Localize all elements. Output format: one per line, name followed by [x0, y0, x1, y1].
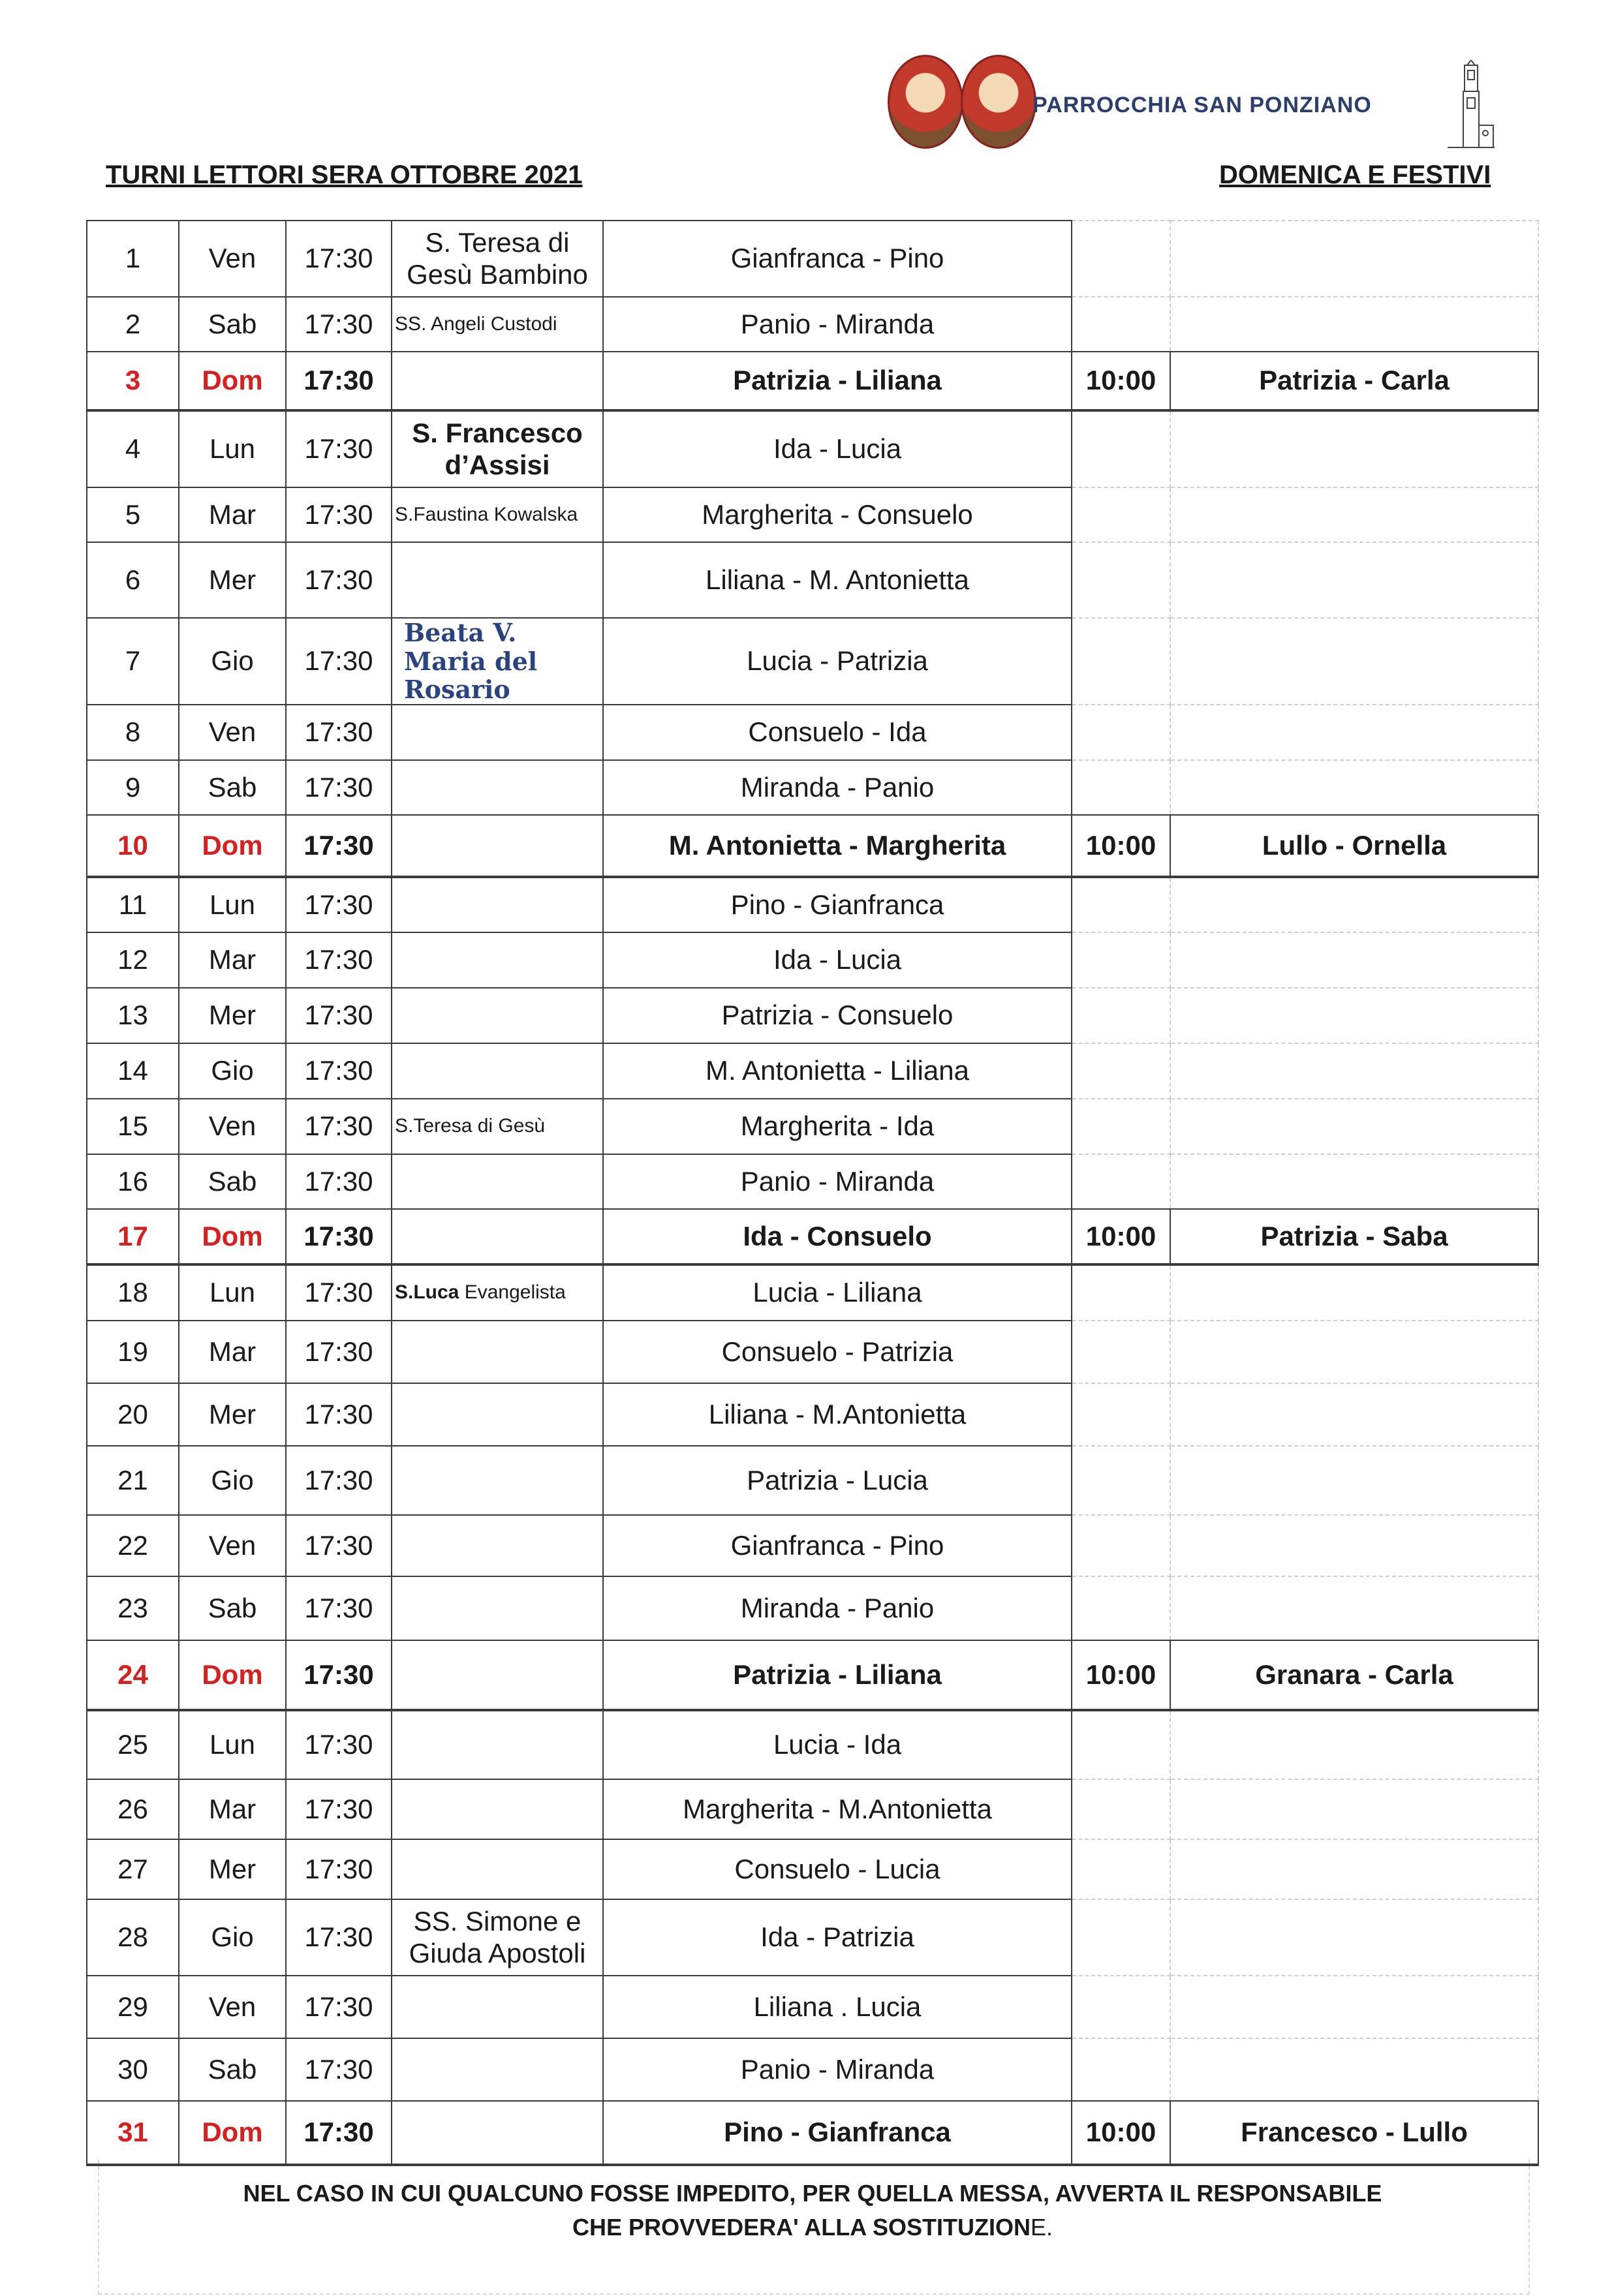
table-row	[87, 1264, 1538, 1321]
mass-time: 17:30	[286, 352, 392, 410]
festive-readers	[1170, 221, 1538, 297]
weekday: Mar	[179, 932, 286, 988]
festive-mass-time	[1072, 297, 1170, 352]
festive-readers	[1170, 410, 1538, 487]
mass-time: 17:30	[286, 1264, 392, 1321]
evening-readers: Margherita - Ida	[603, 1099, 1072, 1154]
weekday: Mar	[179, 487, 286, 542]
festive-mass-time	[1072, 988, 1170, 1043]
weekday: Ven	[179, 1099, 286, 1154]
saint-of-day	[392, 1779, 603, 1839]
saint-of-day	[392, 2038, 603, 2101]
saint-of-day	[392, 1640, 603, 1710]
festive-mass-time	[1072, 1976, 1170, 2038]
table-row	[87, 487, 1538, 542]
saint-of-day	[392, 932, 603, 988]
table-row	[87, 352, 1538, 410]
festive-mass-time	[1072, 877, 1170, 932]
day-number: 5	[87, 487, 179, 542]
festive-readers: Patrizia - Carla	[1170, 352, 1538, 410]
mass-time: 17:30	[286, 1640, 392, 1710]
festive-readers	[1170, 705, 1538, 760]
festive-mass-time	[1072, 1383, 1170, 1446]
saint-of-day	[392, 1515, 603, 1576]
day-number: 26	[87, 1779, 179, 1839]
weekday: Sab	[179, 297, 286, 352]
festive-readers	[1170, 1043, 1538, 1099]
table-row	[87, 1640, 1538, 1710]
festive-mass-time	[1072, 705, 1170, 760]
day-number: 2	[87, 297, 179, 352]
table-row	[87, 2101, 1538, 2165]
evening-readers: Patrizia - Lucia	[603, 1446, 1072, 1515]
evening-readers: Lucia - Liliana	[603, 1264, 1072, 1321]
table-row	[87, 1839, 1538, 1899]
saint-of-day	[392, 1576, 603, 1640]
festive-mass-time: 10:00	[1072, 1640, 1170, 1710]
table-row	[87, 1099, 1538, 1154]
saint-of-day: S.Faustina Kowalska	[392, 487, 603, 542]
weekday: Dom	[179, 2101, 286, 2165]
saint-of-day	[392, 1383, 603, 1446]
mass-time: 17:30	[286, 1515, 392, 1576]
weekday: Lun	[179, 410, 286, 487]
table-row	[87, 410, 1538, 487]
festive-mass-time	[1072, 618, 1170, 705]
page-title: TURNI LETTORI SERA OTTOBRE 2021	[106, 161, 583, 189]
table-row	[87, 2038, 1538, 2101]
mass-time: 17:30	[286, 1154, 392, 1209]
festive-readers	[1170, 2038, 1538, 2101]
festive-mass-time	[1072, 1515, 1170, 1576]
weekday: Lun	[179, 1710, 286, 1779]
mass-time: 17:30	[286, 1779, 392, 1839]
festive-mass-time	[1072, 1446, 1170, 1515]
festive-readers	[1170, 618, 1538, 705]
table-row	[87, 988, 1538, 1043]
mass-time: 17:30	[286, 1209, 392, 1264]
weekday: Ven	[179, 221, 286, 297]
weekday: Sab	[179, 1576, 286, 1640]
mass-time: 17:30	[286, 1321, 392, 1383]
saint-of-day	[392, 815, 603, 877]
day-number: 11	[87, 877, 179, 932]
day-number: 21	[87, 1446, 179, 1515]
day-number: 25	[87, 1710, 179, 1779]
day-number: 19	[87, 1321, 179, 1383]
day-number: 9	[87, 760, 179, 815]
weekday: Dom	[179, 352, 286, 410]
festive-mass-time	[1072, 1154, 1170, 1209]
table-row	[87, 1710, 1538, 1779]
mass-time: 17:30	[286, 1710, 392, 1779]
mass-time: 17:30	[286, 1576, 392, 1640]
day-number: 18	[87, 1264, 179, 1321]
festive-readers	[1170, 1383, 1538, 1446]
festive-mass-time	[1072, 1779, 1170, 1839]
bell-tower-icon	[1448, 60, 1495, 150]
evening-readers: M. Antonietta - Liliana	[603, 1043, 1072, 1099]
evening-readers: Ida - Consuelo	[603, 1209, 1072, 1264]
evening-readers: Patrizia - Liliana	[603, 352, 1072, 410]
festive-mass-time	[1072, 1099, 1170, 1154]
evening-readers: Ida - Lucia	[603, 932, 1072, 988]
day-number: 31	[87, 2101, 179, 2165]
day-number: 27	[87, 1839, 179, 1899]
evening-readers: Liliana - M.Antonietta	[603, 1383, 1072, 1446]
festive-readers	[1170, 1779, 1538, 1839]
table-row	[87, 542, 1538, 618]
weekday: Mer	[179, 1839, 286, 1899]
festive-mass-time	[1072, 410, 1170, 487]
evening-readers: Pino - Gianfranca	[603, 2101, 1072, 2165]
evening-readers: Gianfranca - Pino	[603, 1515, 1072, 1576]
evening-readers: Margherita - M.Antonietta	[603, 1779, 1072, 1839]
day-number: 12	[87, 932, 179, 988]
mass-time: 17:30	[286, 815, 392, 877]
weekday: Sab	[179, 2038, 286, 2101]
festive-readers	[1170, 1321, 1538, 1383]
day-number: 24	[87, 1640, 179, 1710]
day-number: 4	[87, 410, 179, 487]
table-row	[87, 1779, 1538, 1839]
festive-readers	[1170, 1899, 1538, 1976]
saint-of-day	[392, 2101, 603, 2165]
festive-mass-time	[1072, 1710, 1170, 1779]
weekday: Mer	[179, 1383, 286, 1446]
saint-of-day	[392, 352, 603, 410]
saint-of-day	[392, 1321, 603, 1383]
festive-readers: Lullo - Ornella	[1170, 815, 1538, 877]
saint-seal-icon	[888, 55, 963, 149]
saint-of-day	[392, 988, 603, 1043]
table-row	[87, 1043, 1538, 1099]
saint-of-day	[392, 760, 603, 815]
evening-readers: Lucia - Patrizia	[603, 618, 1072, 705]
saint-of-day: Beata V. Maria del Rosario	[392, 618, 603, 705]
table-row	[87, 760, 1538, 815]
weekday: Mar	[179, 1779, 286, 1839]
festive-mass-time	[1072, 221, 1170, 297]
footer-note	[98, 2177, 1527, 2244]
day-number: 8	[87, 705, 179, 760]
festive-section-title: DOMENICA E FESTIVI	[1219, 161, 1491, 189]
festive-readers	[1170, 1264, 1538, 1321]
weekday: Mer	[179, 988, 286, 1043]
mass-time: 17:30	[286, 487, 392, 542]
weekday: Mar	[179, 1321, 286, 1383]
day-number: 10	[87, 815, 179, 877]
mass-time: 17:30	[286, 705, 392, 760]
mass-time: 17:30	[286, 932, 392, 988]
saint-of-day: S.Teresa di Gesù	[392, 1099, 603, 1154]
weekday: Sab	[179, 1154, 286, 1209]
festive-mass-time	[1072, 1576, 1170, 1640]
weekday: Lun	[179, 877, 286, 932]
weekday: Ven	[179, 1976, 286, 2038]
weekday: Sab	[179, 760, 286, 815]
mass-time: 17:30	[286, 1383, 392, 1446]
festive-mass-time	[1072, 932, 1170, 988]
saint-seal-icon	[961, 55, 1036, 149]
festive-readers	[1170, 1515, 1538, 1576]
festive-mass-time	[1072, 1321, 1170, 1383]
parish-name: PARROCCHIA SAN PONZIANO	[1032, 93, 1372, 117]
festive-readers	[1170, 297, 1538, 352]
table-row	[87, 1154, 1538, 1209]
saint-of-day	[392, 1209, 603, 1264]
day-number: 3	[87, 352, 179, 410]
table-row	[87, 1899, 1538, 1976]
evening-readers: Margherita - Consuelo	[603, 487, 1072, 542]
mass-time: 17:30	[286, 1446, 392, 1515]
festive-mass-time: 10:00	[1072, 352, 1170, 410]
weekday: Ven	[179, 1515, 286, 1576]
table-row	[87, 932, 1538, 988]
footer-line-2: CHE PROVVEDERA' ALLA SOSTITUZIONE.	[572, 2214, 1053, 2241]
mass-time: 17:30	[286, 2038, 392, 2101]
table-row	[87, 1321, 1538, 1383]
weekday: Dom	[179, 815, 286, 877]
festive-mass-time	[1072, 487, 1170, 542]
table-row	[87, 618, 1538, 705]
table-row	[87, 221, 1538, 297]
mass-time: 17:30	[286, 1099, 392, 1154]
festive-mass-time	[1072, 760, 1170, 815]
table-row	[87, 1576, 1538, 1640]
mass-time: 17:30	[286, 221, 392, 297]
table-row	[87, 705, 1538, 760]
day-number: 22	[87, 1515, 179, 1576]
mass-time: 17:30	[286, 1976, 392, 2038]
saint-of-day	[392, 1976, 603, 2038]
day-number: 6	[87, 542, 179, 618]
table-row	[87, 297, 1538, 352]
festive-readers: Francesco - Lullo	[1170, 2101, 1538, 2165]
festive-readers	[1170, 877, 1538, 932]
festive-readers	[1170, 487, 1538, 542]
festive-mass-time	[1072, 542, 1170, 618]
festive-readers	[1170, 1099, 1538, 1154]
festive-readers	[1170, 932, 1538, 988]
festive-mass-time	[1072, 1264, 1170, 1321]
mass-time: 17:30	[286, 618, 392, 705]
mass-time: 17:30	[286, 1839, 392, 1899]
festive-readers	[1170, 760, 1538, 815]
table-row	[87, 1976, 1538, 2038]
festive-readers	[1170, 988, 1538, 1043]
festive-readers	[1170, 542, 1538, 618]
evening-readers: Miranda - Panio	[603, 1576, 1072, 1640]
weekday: Gio	[179, 1446, 286, 1515]
saint-of-day: SS. Simone e Giuda Apostoli	[392, 1899, 603, 1976]
festive-readers	[1170, 1154, 1538, 1209]
festive-readers	[1170, 1976, 1538, 2038]
saint-of-day	[392, 877, 603, 932]
saint-of-day	[392, 1043, 603, 1099]
weekday: Ven	[179, 705, 286, 760]
day-number: 16	[87, 1154, 179, 1209]
evening-readers: Lucia - Ida	[603, 1710, 1072, 1779]
evening-readers: Panio - Miranda	[603, 1154, 1072, 1209]
table-row	[87, 1515, 1538, 1576]
festive-readers	[1170, 1710, 1538, 1779]
festive-readers: Patrizia - Saba	[1170, 1209, 1538, 1264]
evening-readers: Gianfranca - Pino	[603, 221, 1072, 297]
saint-of-day	[392, 1154, 603, 1209]
mass-time: 17:30	[286, 877, 392, 932]
mass-time: 17:30	[286, 2101, 392, 2165]
weekday: Dom	[179, 1209, 286, 1264]
table-row	[87, 877, 1538, 932]
mass-time: 17:30	[286, 1043, 392, 1099]
evening-readers: Ida - Lucia	[603, 410, 1072, 487]
mass-time: 17:30	[286, 1899, 392, 1976]
evening-readers: Miranda - Panio	[603, 760, 1072, 815]
weekday: Gio	[179, 618, 286, 705]
evening-readers: Consuelo - Ida	[603, 705, 1072, 760]
day-number: 23	[87, 1576, 179, 1640]
day-number: 30	[87, 2038, 179, 2101]
weekday: Lun	[179, 1264, 286, 1321]
evening-readers: Liliana . Lucia	[603, 1976, 1072, 2038]
saint-of-day	[392, 1446, 603, 1515]
footer-line-1: NEL CASO IN CUI QUALCUNO FOSSE IMPEDITO, PER QUELLA MESSA, AVVERTA IL RESPONSABILE	[243, 2180, 1382, 2207]
day-number: 15	[87, 1099, 179, 1154]
saint-of-day: S.Luca Evangelista	[392, 1264, 603, 1321]
table-row	[87, 1209, 1538, 1264]
festive-mass-time: 10:00	[1072, 2101, 1170, 2165]
weekday: Gio	[179, 1043, 286, 1099]
evening-readers: Ida - Patrizia	[603, 1899, 1072, 1976]
table-row	[87, 1383, 1538, 1446]
evening-readers: Panio - Miranda	[603, 297, 1072, 352]
festive-readers	[1170, 1446, 1538, 1515]
evening-readers: Patrizia - Consuelo	[603, 988, 1072, 1043]
weekday: Gio	[179, 1899, 286, 1976]
mass-time: 17:30	[286, 410, 392, 487]
festive-mass-time: 10:00	[1072, 1209, 1170, 1264]
festive-mass-time	[1072, 1899, 1170, 1976]
saint-of-day: S. Francesco d’Assisi	[392, 410, 603, 487]
day-number: 1	[87, 221, 179, 297]
festive-mass-time: 10:00	[1072, 815, 1170, 877]
day-number: 13	[87, 988, 179, 1043]
saint-of-day	[392, 1710, 603, 1779]
evening-readers: Liliana - M. Antonietta	[603, 542, 1072, 618]
evening-readers: Patrizia - Liliana	[603, 1640, 1072, 1710]
festive-readers	[1170, 1576, 1538, 1640]
festive-mass-time	[1072, 2038, 1170, 2101]
festive-mass-time	[1072, 1839, 1170, 1899]
mass-time: 17:30	[286, 297, 392, 352]
evening-readers: Pino - Gianfranca	[603, 877, 1072, 932]
weekday: Mer	[179, 542, 286, 618]
saint-of-day	[392, 542, 603, 618]
saint-of-day	[392, 705, 603, 760]
evening-readers: Panio - Miranda	[603, 2038, 1072, 2101]
festive-readers	[1170, 1839, 1538, 1899]
evening-readers: M. Antonietta - Margherita	[603, 815, 1072, 877]
mass-time: 17:30	[286, 760, 392, 815]
festive-mass-time	[1072, 1043, 1170, 1099]
table-row	[87, 1446, 1538, 1515]
mass-time: 17:30	[286, 542, 392, 618]
saint-of-day: S. Teresa di Gesù Bambino	[392, 221, 603, 297]
saint-of-day	[392, 1839, 603, 1899]
day-number: 17	[87, 1209, 179, 1264]
parish-logo	[888, 55, 1501, 153]
day-number: 28	[87, 1899, 179, 1976]
day-number: 29	[87, 1976, 179, 2038]
day-number: 14	[87, 1043, 179, 1099]
weekday: Dom	[179, 1640, 286, 1710]
day-number: 20	[87, 1383, 179, 1446]
evening-readers: Consuelo - Patrizia	[603, 1321, 1072, 1383]
readers-schedule-table	[86, 220, 1539, 2166]
day-number: 7	[87, 618, 179, 705]
festive-readers: Granara - Carla	[1170, 1640, 1538, 1710]
evening-readers: Consuelo - Lucia	[603, 1839, 1072, 1899]
saint-of-day: SS. Angeli Custodi	[392, 297, 603, 352]
mass-time: 17:30	[286, 988, 392, 1043]
table-row	[87, 815, 1538, 877]
